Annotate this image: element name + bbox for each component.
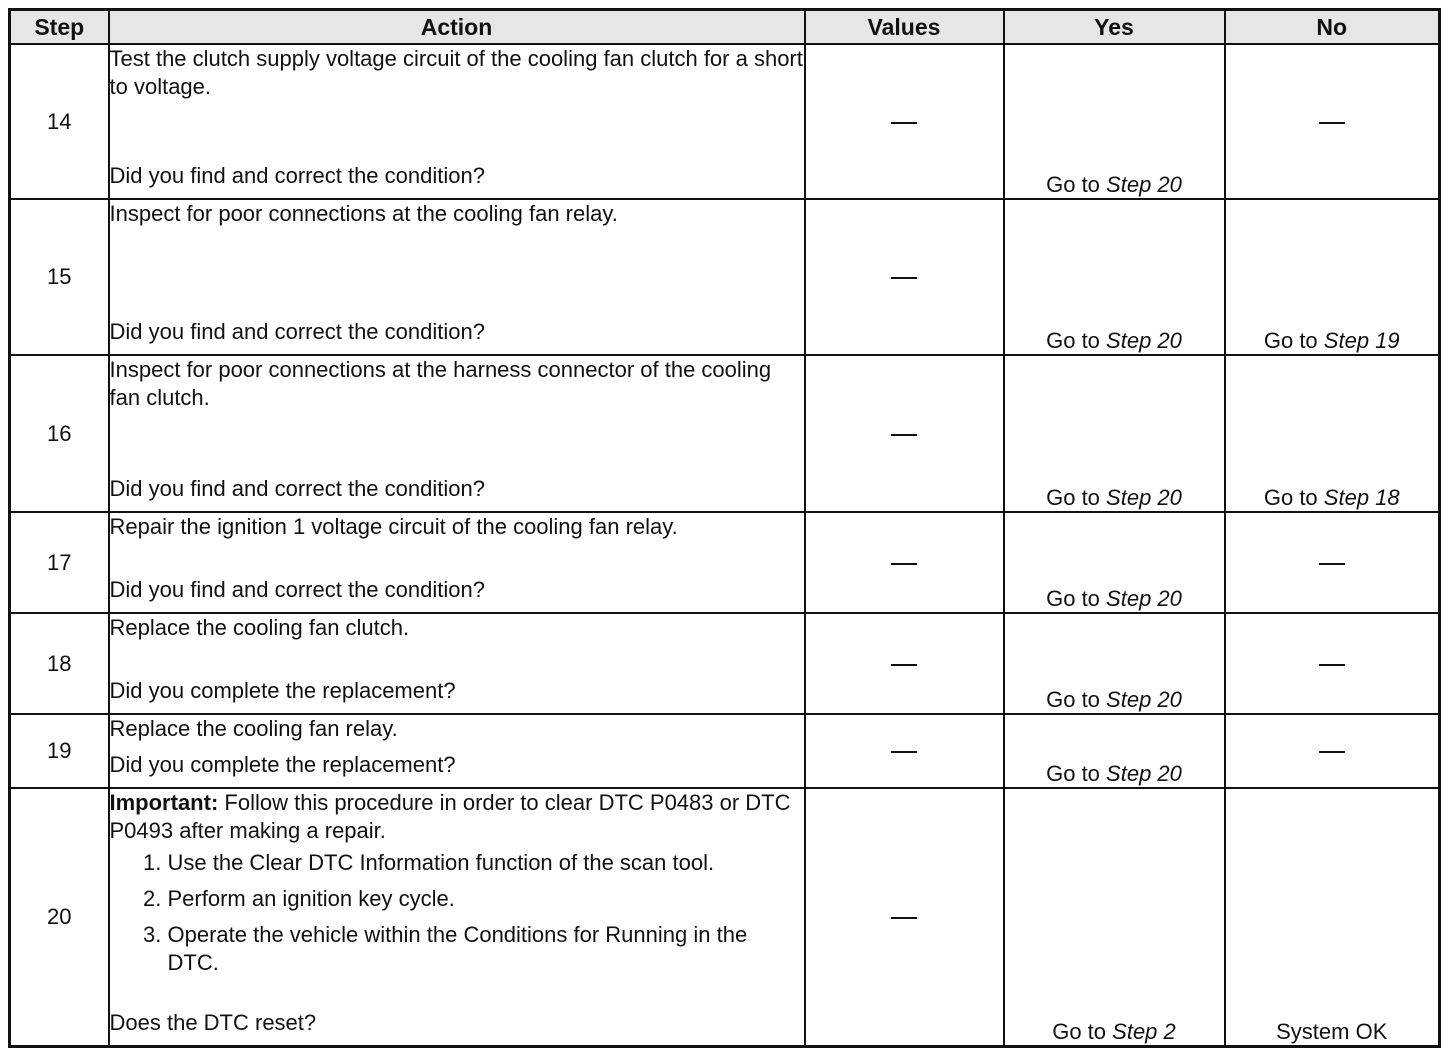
table-row bbox=[10, 355, 1440, 512]
no-cell bbox=[1225, 44, 1440, 199]
dash-mark bbox=[1319, 122, 1345, 124]
action-instruction: Replace the cooling fan clutch. bbox=[109, 615, 410, 640]
table-row bbox=[10, 613, 1440, 714]
table-row bbox=[10, 44, 1440, 199]
dash-mark bbox=[891, 277, 917, 279]
header-action: Action bbox=[109, 10, 805, 45]
action-question: Did you find and correct the condition? bbox=[109, 577, 485, 602]
dash-mark bbox=[891, 917, 917, 919]
dash-mark bbox=[891, 434, 917, 436]
dash-mark bbox=[891, 751, 917, 753]
action-instruction: Replace the cooling fan relay. bbox=[109, 716, 398, 741]
no-cell bbox=[1225, 613, 1440, 714]
action-instruction: Inspect for poor connections at the harness connector of the cooling fan clutch. bbox=[109, 357, 772, 410]
action-instruction: Inspect for poor connections at the cooling fan relay. bbox=[109, 201, 618, 226]
no-cell: System OK bbox=[1225, 788, 1440, 1046]
header-yes: Yes bbox=[1004, 10, 1225, 45]
no-prefix: Go to bbox=[1263, 328, 1318, 353]
yes-prefix: Go to bbox=[1052, 1018, 1107, 1044]
yes-prefix: Go to bbox=[1046, 586, 1100, 611]
action-cell bbox=[109, 714, 805, 788]
no-step: Step 18 bbox=[1323, 485, 1400, 510]
important-text: Follow this procedure in order to clear DTC P0483 or DTC P0493 after making a repair. bbox=[109, 790, 791, 843]
no-prefix: Go to bbox=[1263, 485, 1318, 510]
important-note bbox=[110, 789, 804, 845]
yes-step: Step 20 bbox=[1106, 328, 1182, 353]
action-question: Did you complete the replacement? bbox=[109, 752, 456, 777]
table-row bbox=[10, 788, 1440, 1046]
yes-prefix: Go to bbox=[1046, 328, 1100, 353]
procedure-list bbox=[110, 849, 804, 977]
yes-cell bbox=[1004, 199, 1225, 355]
diagnostic-table bbox=[8, 8, 1441, 1048]
yes-cell bbox=[1004, 613, 1225, 714]
header-values: Values bbox=[805, 10, 1004, 45]
dash-mark bbox=[891, 563, 917, 565]
yes-cell bbox=[1004, 714, 1225, 788]
values-cell bbox=[805, 512, 1004, 613]
yes-cell bbox=[1004, 355, 1225, 512]
step-number: 16 bbox=[10, 355, 109, 512]
action-instruction: Repair the ignition 1 voltage circuit of the cooling fan relay. bbox=[109, 514, 678, 539]
step-number: 18 bbox=[10, 613, 109, 714]
action-cell bbox=[109, 512, 805, 613]
step-number: 14 bbox=[10, 44, 109, 199]
action-question: Did you find and correct the condition? bbox=[109, 476, 485, 501]
no-cell bbox=[1225, 355, 1440, 512]
yes-step: Step 20 bbox=[1106, 485, 1182, 510]
action-cell bbox=[109, 44, 805, 199]
action-question: Did you complete the replacement? bbox=[109, 678, 456, 703]
action-cell bbox=[109, 199, 805, 355]
yes-step: Step 20 bbox=[1106, 586, 1182, 611]
values-cell bbox=[805, 44, 1004, 199]
dash-mark bbox=[891, 664, 917, 666]
dash-mark bbox=[1319, 563, 1345, 565]
yes-cell bbox=[1004, 512, 1225, 613]
yes-step: Step 20 bbox=[1106, 761, 1182, 786]
important-label: Important: bbox=[109, 790, 219, 815]
no-cell bbox=[1225, 714, 1440, 788]
list-item: 2. Perform an ignition key cycle. bbox=[168, 885, 804, 913]
yes-cell bbox=[1004, 44, 1225, 199]
action-cell bbox=[109, 355, 805, 512]
action-instruction: Test the clutch supply voltage circuit of the cooling fan clutch for a short to voltage. bbox=[109, 46, 803, 99]
action-question: Does the DTC reset? bbox=[109, 1010, 317, 1035]
action-cell bbox=[109, 613, 805, 714]
table-row bbox=[10, 714, 1440, 788]
yes-prefix: Go to bbox=[1046, 485, 1100, 510]
table-row bbox=[10, 512, 1440, 613]
values-cell bbox=[805, 788, 1004, 1046]
list-item: 1. Use the Clear DTC Information function of the scan tool. bbox=[168, 849, 804, 877]
values-cell bbox=[805, 613, 1004, 714]
yes-step: Step 20 bbox=[1106, 687, 1182, 712]
dash-mark bbox=[1319, 664, 1345, 666]
step-number: 19 bbox=[10, 714, 109, 788]
step-number: 15 bbox=[10, 199, 109, 355]
yes-prefix: Go to bbox=[1046, 172, 1100, 197]
header-step: Step bbox=[10, 10, 109, 45]
values-cell bbox=[805, 714, 1004, 788]
step-number: 17 bbox=[10, 512, 109, 613]
no-cell bbox=[1225, 512, 1440, 613]
list-item: 3. Operate the vehicle within the Conditions for Running in the DTC. bbox=[168, 921, 804, 977]
header-no: No bbox=[1225, 10, 1440, 45]
yes-step: Step 2 bbox=[1112, 1018, 1176, 1044]
values-cell bbox=[805, 355, 1004, 512]
dash-mark bbox=[891, 122, 917, 124]
action-question: Did you find and correct the condition? bbox=[109, 163, 485, 188]
yes-prefix: Go to bbox=[1046, 687, 1100, 712]
action-cell bbox=[109, 788, 805, 1046]
yes-cell bbox=[1004, 788, 1225, 1046]
action-question: Did you find and correct the condition? bbox=[109, 319, 485, 344]
no-step: Step 19 bbox=[1323, 328, 1400, 353]
header-row bbox=[10, 10, 1440, 45]
no-cell bbox=[1225, 199, 1440, 355]
yes-prefix: Go to bbox=[1046, 761, 1100, 786]
dash-mark bbox=[1319, 751, 1345, 753]
table-row bbox=[10, 199, 1440, 355]
values-cell bbox=[805, 199, 1004, 355]
step-number: 20 bbox=[10, 788, 109, 1046]
yes-step: Step 20 bbox=[1106, 172, 1182, 197]
